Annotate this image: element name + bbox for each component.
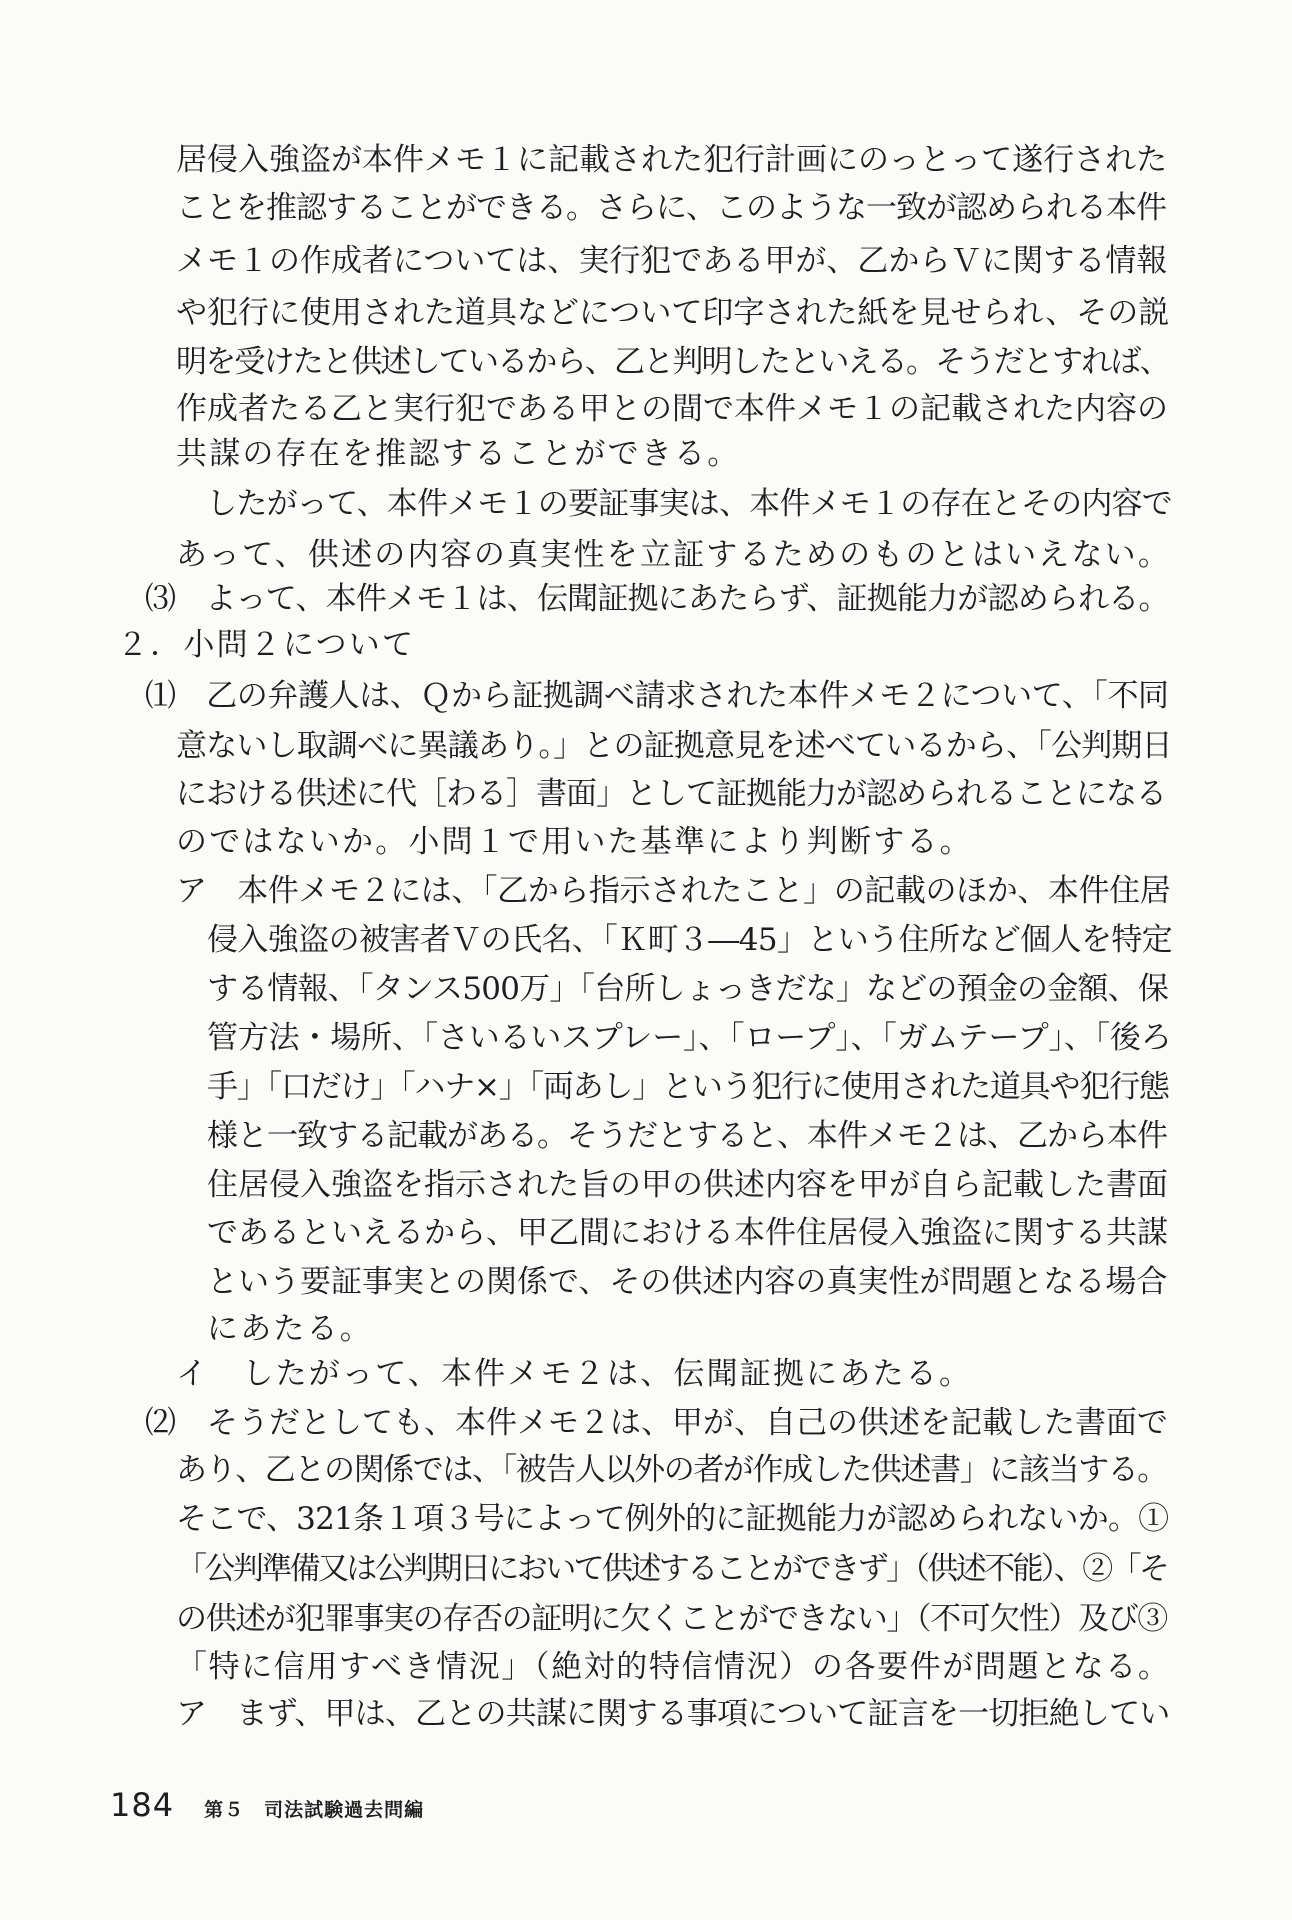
page-footer: [110, 1786, 424, 1830]
text-line-33: ア まず、甲は、乙との共謀に関する事項について証言を一切拒絶してい: [176, 1696, 1170, 1732]
text-line-26: イ したがって、本件メモ２は、伝聞証拠にあたる。: [176, 1356, 973, 1392]
text-line-16: ア 本件メモ２には、「乙から指示されたこと」の記載のほか、本件住居: [176, 873, 1171, 909]
text-line-6: 作成者たる乙と実行犯である甲との間で本件メモ１の記載された内容の: [176, 391, 1168, 427]
text-line-22: 住居侵入強盗を指示された旨の甲の供述内容を甲が自ら記載した書面: [207, 1167, 1168, 1203]
text-line-10: ⑶ よって、本件メモ１は、伝聞証拠にあたらず、証拠能力が認められる。: [145, 581, 1169, 617]
text-line-7: 共謀の存在を推認することができる。: [176, 436, 741, 472]
text-line-4: や犯行に使用された道具などについて印字された紙を見せられ、その説: [176, 295, 1170, 331]
text-line-28: あり、乙との関係では、「被告人以外の者が作成した供述書」に該当する。: [176, 1452, 1167, 1488]
running-head: 第５ 司法試験過去問編: [204, 1799, 425, 1821]
text-line-24: という要証事実との関係で、その供述内容の真実性が問題となる場合: [207, 1264, 1168, 1300]
text-line-25: にあたる。: [207, 1311, 373, 1347]
text-line-21: 様と一致する記載がある。そうだとすると、本件メモ２は、乙から本件: [207, 1118, 1167, 1154]
text-line-19: 管方法・場所、「さいるいスプレー」、「ロープ」、「ガムテープ」、「後ろ: [207, 1020, 1172, 1056]
text-line-17: 侵入強盗の被害者Ｖの氏名、「Ｋ町３―45」という住所など個人を特定: [207, 922, 1173, 958]
text-line-3: メモ１の作成者については、実行犯である甲が、乙からＶに関する情報: [176, 243, 1168, 279]
text-line-23: であるといえるから、甲乙間における本件住居侵入強盗に関する共謀: [207, 1215, 1168, 1251]
text-line-29: そこで、321条１項３号によって例外的に証拠能力が認められないか。①: [176, 1501, 1169, 1537]
text-line-30: 「公判準備又は公判期日において供述することができず」（供述不能）、②「そ: [176, 1551, 1168, 1587]
text-line-12: ⑴ 乙の弁護人は、Ｑから証拠調べ請求された本件メモ２について、「不同: [145, 678, 1169, 714]
text-line-5: 明を受けたと供述しているから、乙と判明したといえる。そうだとすれば、: [176, 344, 1169, 380]
text-line-32: 「特に信用すべき情況」（絶対的特信情況）の各要件が問題となる。: [176, 1649, 1171, 1685]
text-line-31: の供述が犯罪事実の存否の証明に欠くことができない」（不可欠性）及び③: [176, 1601, 1167, 1637]
text-line-27: ⑵ そうだとしても、本件メモ２は、甲が、自己の供述を記載した書面で: [145, 1405, 1168, 1441]
text-line-15: のではないか。小問１で用いた基準により判断する。: [176, 824, 973, 860]
text-line-13: 意ないし取調べに異議あり。」との証拠意見を述べているから、「公判期日: [176, 728, 1172, 764]
section-heading-2: ２．小問２について: [117, 627, 416, 663]
page-number: 184: [110, 1786, 175, 1824]
text-line-2: ことを推認することができる。さらに、このような一致が認められる本件: [176, 190, 1166, 226]
text-line-8: したがって、本件メモ１の要証事実は、本件メモ１の存在とその内容で: [176, 486, 1172, 522]
text-line-14: における供述に代［わる］書面」として証拠能力が認められることになる: [176, 776, 1166, 812]
text-line-20: 手」「口だけ」「ハナ×」「両あし」という犯行に使用された道具や犯行態: [207, 1069, 1169, 1105]
text-line-9: あって、供述の内容の真実性を立証するためのものとはいえない。: [176, 537, 1172, 573]
text-line-1: 居侵入強盗が本件メモ１に記載された犯行計画にのっとって遂行された: [176, 142, 1168, 178]
text-line-18: する情報、「タンス500万」「台所しょっきだな」などの預金の金額、保: [207, 971, 1169, 1007]
